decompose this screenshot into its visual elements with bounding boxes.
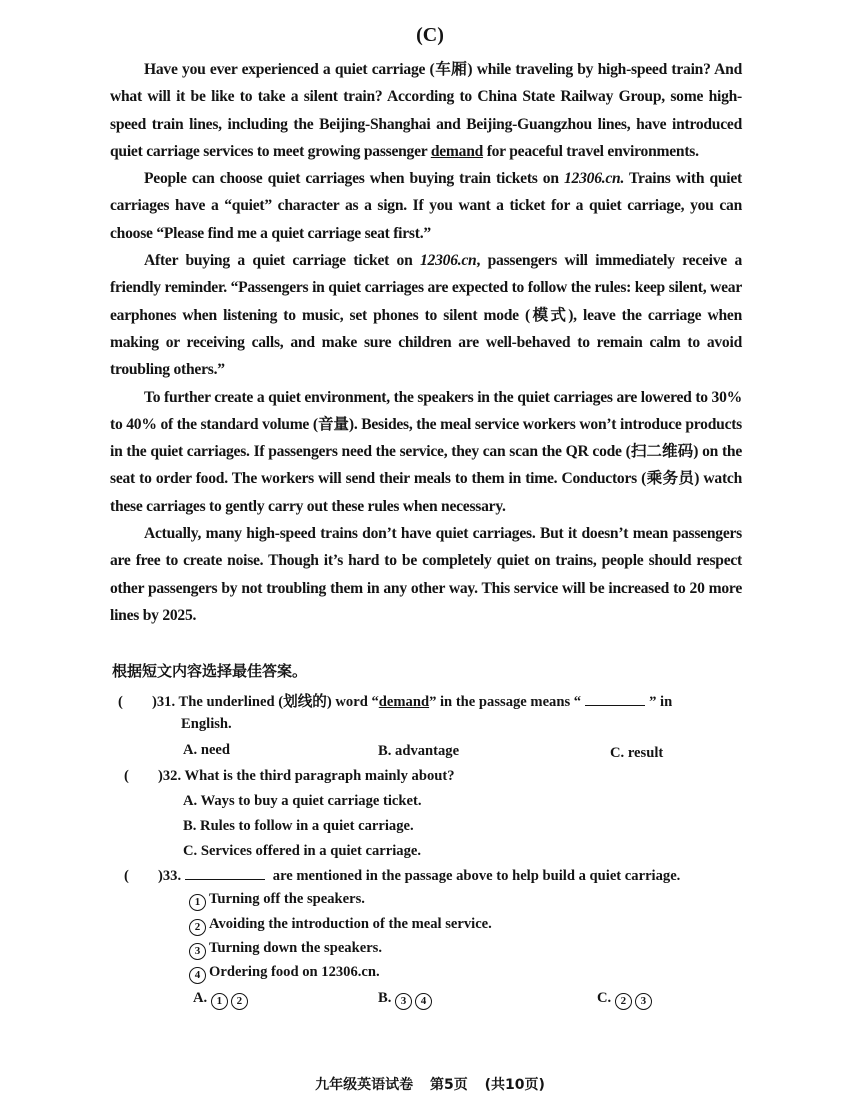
paren-open: ( — [124, 868, 129, 884]
circled-number-1: 1 — [189, 894, 206, 911]
website-name: 12306.cn — [420, 252, 477, 270]
paragraph-1-text-a: Have you ever experienced a quiet carriage (车厢) while traveling by high-speed train? And what will it be like to take a silent train? According to China State Railway Group, some high-speed train lines, including the Beijing-Shanghai and Beijing-Guangzhou lines, have introduced quiet carriage services to meet growing passenger — [110, 61, 742, 160]
answer-paren[interactable] — [118, 694, 152, 711]
option-b: B. advantage — [378, 743, 460, 759]
instruction-heading: 根据短文内容选择最佳答案。 — [112, 662, 308, 680]
statement-item — [189, 891, 365, 911]
circled-number: 3 — [635, 993, 652, 1010]
circled-number: 2 — [615, 993, 632, 1010]
circled-number: 2 — [231, 993, 248, 1010]
question-text: The underlined (划线的) word “ — [178, 694, 379, 710]
question-text: ” in the passage means “ — [429, 694, 582, 710]
section-title: (C) — [416, 24, 444, 46]
circled-number: 1 — [211, 993, 228, 1010]
reading-passage — [110, 56, 742, 629]
circled-number: 3 — [395, 993, 412, 1010]
option-label: A. — [193, 990, 208, 1006]
question-32-stem — [124, 768, 455, 785]
underlined-word-demand: demand — [430, 142, 484, 160]
circled-number-3: 3 — [189, 943, 206, 960]
underlined-word: demand — [378, 694, 430, 710]
paragraph-5: Actually, many high-speed trains don’t have quiet carriages. But it doesn’t mean passengers are free to create noise. Though it’s hard to be completely quiet on trains, people should respect other passengers by not troubling them in any other way. This service will be increased to 20 more lines by 2025. — [110, 525, 742, 624]
question-31-stem-continued: English. — [181, 716, 232, 732]
question-31-stem — [118, 690, 672, 711]
question-number: )31. — [152, 694, 176, 710]
circled-number-4: 4 — [189, 967, 206, 984]
website-name: 12306.cn. — [564, 170, 625, 188]
statement-item — [189, 916, 492, 936]
paren-open: ( — [124, 768, 129, 784]
paragraph-2-text-a: People can choose quiet carriages when buying train tickets on — [144, 170, 564, 188]
statement-text: Turning off the speakers. — [209, 891, 365, 907]
question-text: are mentioned in the passage above to help build a quiet carriage. — [272, 868, 681, 884]
statement-item — [189, 940, 382, 960]
paragraph-2 — [110, 165, 742, 247]
statement-text: Turning down the speakers. — [209, 940, 383, 956]
question-number: )32. — [158, 768, 182, 784]
option-c: C. Services offered in a quiet carriage. — [183, 843, 422, 859]
answer-blank — [185, 867, 265, 880]
circled-number-2: 2 — [189, 919, 206, 936]
paragraph-3-text-b: , passengers will immediately receive a friendly reminder. “Passengers in quiet carriages are expected to follow the rules: keep silent, wear earphones when listening to music, set phones to silent mode (模式), leave the carriage when making or receiving calls, and make sure children are well-behaved to remain calm to avoid troubling others.” — [110, 252, 743, 379]
option-a: A. need — [183, 742, 231, 758]
circled-number: 4 — [415, 993, 432, 1010]
statement-text: Ordering food on 12306.cn. — [209, 964, 380, 980]
option-c — [597, 990, 655, 1010]
option-c: C. result — [610, 745, 664, 761]
question-text: What is the third paragraph mainly about? — [184, 768, 455, 784]
option-a — [193, 990, 251, 1010]
total-pages: (共10页) — [484, 1077, 545, 1093]
paragraph-1-text-b: for peaceful travel environments. — [483, 142, 699, 160]
statement-item — [189, 964, 380, 984]
paragraph-4: To further create a quiet environment, the speakers in the quiet carriages are lowered to 30% to 40% of the standard volume (音量). Besides, the meal service workers won’t introduce products in the quiet carriages. If passengers need the service, they can scan the QR code (扫二维码) on the seat to order food. The workers will send their meals to them in time. Conductors (乘务员) watch these carriages to gently carry out these rules when necessary. — [110, 388, 742, 515]
option-b — [378, 990, 435, 1010]
statement-text: Avoiding the introduction of the meal service. — [209, 916, 492, 932]
page-number: 第5页 — [429, 1077, 468, 1093]
paragraph-3 — [110, 247, 742, 383]
option-a: A. Ways to buy a quiet carriage ticket. — [183, 793, 422, 809]
paragraph-1 — [110, 56, 742, 165]
paragraph-3-text-a: After buying a quiet carriage ticket on — [144, 252, 420, 270]
answer-paren[interactable] — [124, 768, 158, 785]
exam-name: 九年级英语试卷 — [315, 1077, 414, 1093]
question-number: )33. — [158, 868, 182, 884]
option-label: C. — [597, 990, 612, 1006]
question-33-stem — [124, 867, 680, 885]
paragraph-2-text-b: Trains with quiet carriages have a “quiet” character as a sign. If you want a ticket for a quiet carriage, you can choose “Please find me a quiet carriage seat first.” — [110, 170, 743, 242]
answer-paren[interactable] — [124, 868, 158, 885]
paren-open: ( — [118, 694, 123, 710]
page-footer — [0, 1074, 860, 1094]
answer-blank — [585, 693, 645, 706]
option-b: B. Rules to follow in a quiet carriage. — [183, 818, 414, 834]
option-label: B. — [378, 990, 392, 1006]
question-text: ” in — [649, 694, 673, 710]
